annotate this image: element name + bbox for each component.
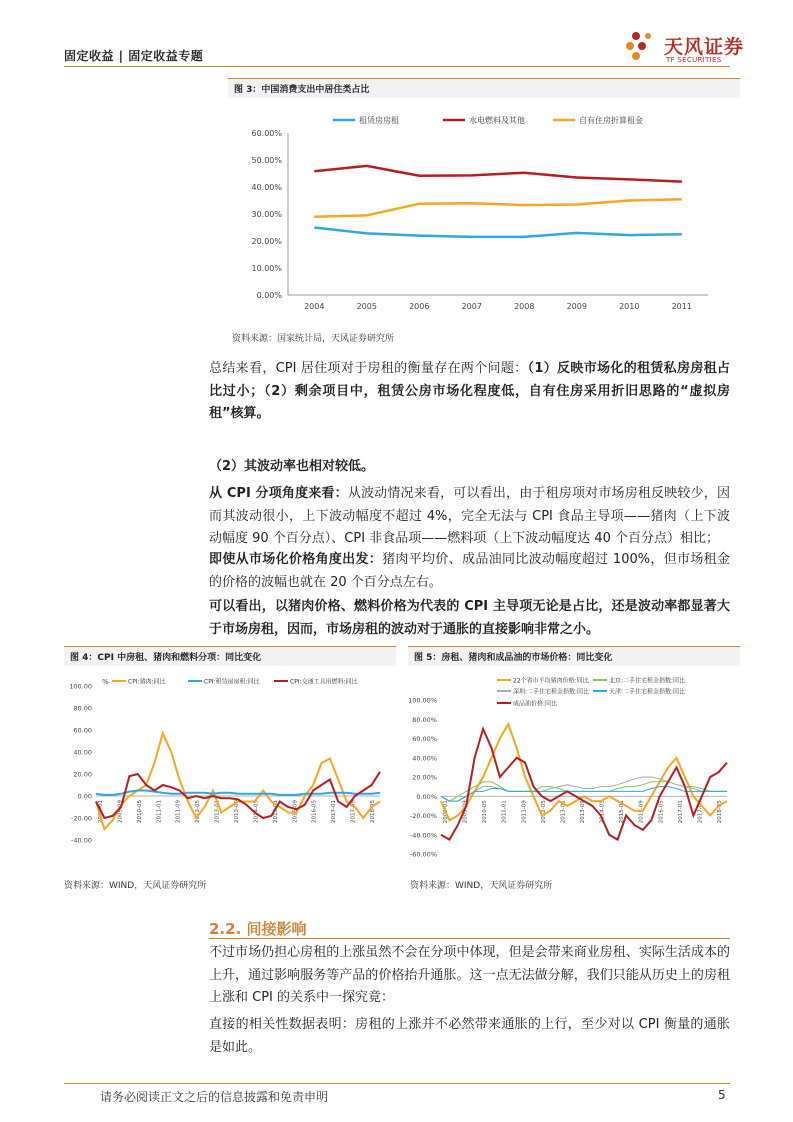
cpi-item-paragraph <box>209 483 730 551</box>
y-tick-label: 0.00% <box>416 792 437 801</box>
indirect-paragraph-2: 直接的相关性数据表明：房租的上涨并不必然带来通胀的上行，至少对以 CPI 衡量的通胀是如此。 <box>209 1017 730 1055</box>
logo-petal-icon <box>632 52 640 60</box>
x-tick-label: 2010 <box>619 302 640 311</box>
y-tick-label: 0.00 <box>77 792 92 801</box>
y-tick-label: 60.00% <box>251 129 282 138</box>
x-tick-label: 2005 <box>356 302 377 311</box>
y-tick-label: 20.00 <box>73 770 92 779</box>
y-tick-label: -20.00 <box>71 814 92 823</box>
section-divider <box>209 938 730 939</box>
x-tick-label: 2016-05 <box>658 800 665 824</box>
x-tick-label: 2008 <box>514 302 535 311</box>
volatility-heading: （2）其波动率也相对较低。 <box>209 459 375 474</box>
x-tick-label: 2009-09 <box>462 800 469 824</box>
figure3-title: 图 3：中国消费支出中居住类占比 <box>228 78 740 98</box>
y-tick-label: 80.00% <box>412 715 437 724</box>
legend-label: 自有住房折算租金 <box>579 116 643 125</box>
y-tick-label: 40.00% <box>412 754 437 763</box>
y-tick-label: -40.00% <box>409 831 437 840</box>
y-tick-label: 100.00% <box>408 696 437 705</box>
y-tick-label: 30.00% <box>251 210 282 219</box>
series-line <box>441 777 727 801</box>
cpi-item-lead: 从 CPI 分项角度来看： <box>209 486 348 501</box>
figure4-chart <box>60 670 390 870</box>
y-tick-label: 10.00% <box>251 264 282 273</box>
x-tick-label: 2011-01 <box>501 800 508 824</box>
y-tick-label: 60.00 <box>73 726 92 735</box>
series-line <box>314 228 682 237</box>
series-line <box>314 166 682 182</box>
market-price-paragraph <box>209 549 730 594</box>
x-tick-label: 2014-05 <box>253 800 260 823</box>
figure3-source: 资料来源：国家统计局，天风证券研究所 <box>232 334 395 344</box>
y-tick-label: 20.00% <box>251 237 282 246</box>
x-tick-label: 2018-05 <box>717 800 723 824</box>
y-tick-label: -60.00% <box>409 850 437 859</box>
y-tick-label: 20.00% <box>412 773 437 782</box>
legend-label: 北京:二手住宅租金指数:同比 <box>609 677 686 685</box>
market-price-text: 猪肉平均价、成品油同比波动幅度超过 100%，但市场租金的价格的波幅也就在 20 个百分点左右。 <box>209 552 730 590</box>
x-tick-label: 2012-05 <box>540 800 547 824</box>
x-tick-label: 2010-05 <box>482 800 489 824</box>
figure4-source: 资料来源：WIND，天风证券研究所 <box>64 881 207 891</box>
x-tick-label: 2017-09 <box>350 800 357 823</box>
conclusion-paragraph: 可以看出，以猪肉价格、燃料价格为代表的 CPI 主导项无论是占比，还是波动率都显著大于市场房租，因而，市场房租的波动对于通胀的直接影响非常之小。 <box>209 599 730 637</box>
series-line <box>96 791 380 795</box>
legend-label: 22个省市平均猪肉价格:同比 <box>513 677 589 685</box>
x-tick-label: 2016-05 <box>311 800 318 823</box>
figure5-source: 资料来源：WIND，天风证券研究所 <box>410 881 553 891</box>
footer-disclaimer: 请务必阅读正文之后的信息披露和免责申明 <box>100 1090 329 1104</box>
y-tick-label: 80.00 <box>73 704 92 713</box>
header-section-label: 固定收益 | 固定收益专题 <box>64 49 204 63</box>
x-tick-label: 2011-01 <box>156 800 163 823</box>
brand-name-cn: 天风证券 <box>664 36 745 58</box>
x-tick-label: 2014-05 <box>599 800 606 824</box>
summary-paragraph <box>209 358 730 426</box>
y-unit-label: % <box>102 678 109 686</box>
x-tick-label: 2013-09 <box>234 800 240 823</box>
x-tick-label: 2015-09 <box>638 800 645 824</box>
x-tick-label: 2011-09 <box>175 800 182 823</box>
section-title: 2.2. 间接影响 <box>209 920 307 938</box>
y-tick-label: 40.00 <box>73 748 92 757</box>
x-tick-label: 2018-05 <box>370 800 376 823</box>
y-tick-label: -40.00 <box>71 836 92 845</box>
summary-text: 总结来看，CPI 居住项对于房租的衡量存在两个问题： <box>209 361 528 376</box>
summary-bold-text: （1）反映市场化的租赁私房房租占比过小；（2）剩余项目中，租赁公房市场化程度低，自有住房采用折旧思路的“虚拟房租”核算。 <box>209 361 731 421</box>
x-tick-label: 2013-01 <box>560 800 567 824</box>
logo-petal-icon <box>638 42 646 50</box>
legend-label: CPI:猪肉:同比 <box>128 678 166 686</box>
logo-petal-icon <box>632 32 640 40</box>
x-tick-label: 2009-01 <box>443 800 449 824</box>
series-line <box>314 199 682 217</box>
brand-name-en: TF SECURITIES <box>666 56 722 64</box>
y-tick-label: 40.00% <box>251 183 282 192</box>
x-tick-label: 2007 <box>461 302 482 311</box>
x-tick-label: 2013-01 <box>214 800 221 823</box>
legend-label: 深圳:二手住宅租金指数:同比 <box>513 688 590 696</box>
x-tick-label: 2011 <box>671 302 692 311</box>
logo-petal-icon <box>626 42 634 50</box>
legend-label: 租赁房房租 <box>359 116 399 125</box>
legend-label: CPI:租赁房房租:同比 <box>204 678 260 686</box>
x-tick-label: 2012-05 <box>195 800 202 823</box>
figure5-chart <box>405 670 733 870</box>
x-tick-label: 2015-09 <box>292 800 299 823</box>
footer-divider <box>64 1083 730 1084</box>
y-tick-label: -20.00% <box>409 812 437 820</box>
cpi-item-text: 从波动情况来看，可以看出，由于租房项对市场房租反映较少，因而其波动很小，上下波动幅度不超过 4%，完全无法与 CPI 食品主导项——猪肉（上下波动幅度 90 个百分点）、CPI 非食品项——燃料项（上下波动幅度达 40 个百分点）相比； <box>209 486 730 546</box>
figure3-chart <box>228 100 728 325</box>
figure5-title: 图 5：房租、猪肉和成品油的市场价格：同比变化 <box>408 646 740 666</box>
header-divider <box>64 66 730 67</box>
x-tick-label: 2009-09 <box>117 800 124 823</box>
x-tick-label: 2015-01 <box>619 800 626 824</box>
x-tick-label: 2006 <box>409 302 430 311</box>
x-tick-label: 2017-09 <box>697 800 704 824</box>
indirect-paragraph-1: 不过市场仍担心房租的上涨虽然不会在分项中体现，但是会带来商业房租、实际生活成本的上升，通过影响服务等产品的价格抬升通胀。这一点无法做分解，我们只能从历史上的房租上涨和 CPI 的关系中一探究竟： <box>209 945 730 1005</box>
x-tick-label: 2010-05 <box>136 800 143 823</box>
x-tick-label: 2015-01 <box>272 800 279 823</box>
figure4-title: 图 4：CPI 中房租、猪肉和燃料分项：同比变化 <box>64 646 396 666</box>
x-tick-label: 2017-01 <box>331 800 338 823</box>
x-tick-label: 2009-01 <box>98 800 104 823</box>
y-tick-label: 60.00% <box>412 735 437 743</box>
legend-label: 水电燃料及其他 <box>469 116 525 125</box>
x-tick-label: 2011-09 <box>521 800 528 824</box>
page-number: 5 <box>718 1088 726 1102</box>
market-price-lead: 即使从市场化价格角度出发： <box>209 552 383 567</box>
x-tick-label: 2004 <box>304 302 325 311</box>
logo-petal-icon <box>645 33 651 39</box>
y-tick-label: 100.00 <box>69 682 92 691</box>
legend-label: 天津:二手住宅租金指数:同比 <box>609 688 686 696</box>
x-tick-label: 2013-09 <box>580 800 586 824</box>
y-tick-label: 50.00% <box>251 156 282 165</box>
y-tick-label: 0.00% <box>256 291 282 300</box>
legend-label: 成品油价格:同比 <box>513 700 558 708</box>
legend-label: CPI:交通工具用燃料:同比 <box>290 678 358 686</box>
x-tick-label: 2009 <box>566 302 587 311</box>
x-tick-label: 2017-01 <box>677 800 684 824</box>
